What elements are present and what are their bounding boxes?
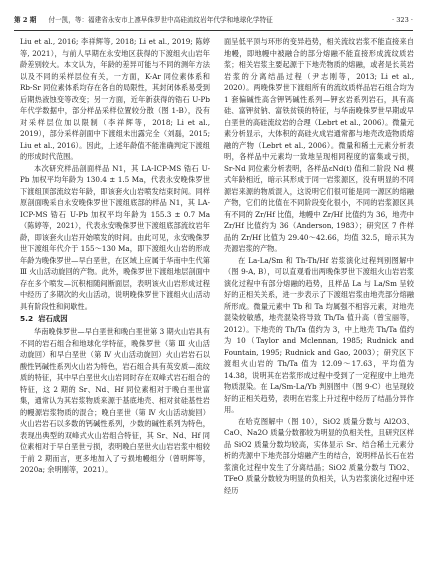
running-header <box>14 13 413 27</box>
section-number: 5.2 <box>20 314 34 323</box>
paragraph: 在哈克图解中（图 10），SiO2 质量分数与 Al2O3、CaO、Na2O 质量分数都较为明显的负相关性，且研究区样品 SiO2 质量分数均较高，实体显示 Sr、结合稀土元素分析的壳源中下地壳部分熔融产生的结合，说明样品长石在岩浆演化过程中发生了分离结晶；SiO2 质量分数与 TiO2、TFeO 质量分数较为明显的负相关，认为岩浆演化过程中还经历 <box>224 416 414 495</box>
paragraph: 在 La-La/Sm 和 Th-Th/Hf 岩浆演化过程判别图解中（图 9-A, B），可以直观看出两晚侏罗世下渡组火山岩岩浆演化过程中有部分熔融的趋势，且样品 La 与 La/Sm 呈较好的正相关关系，进一步表示了下渡组岩浆由地壳部分熔融所形成。微量元素中 Tb 和 Ta 均属强不相容元素，对地壳混染较敏感，地壳混染将导致 Th/Ta 值升高（曾宝丽等，2012）。下地壳的 Th/Ta 值约为 3，中上地壳 Th/Ta 值约为 10（Taylor and Mclennan, 1985; Rudnick and Fountain, 1995; Rudnick and Gao, 2003）；研究区下渡组火山岩的 Th/Ta 值为 12.09～17.63，平均值为 14.38，说明其在岩浆形成过程中受到了一定程度中上地壳物质混染。在 La/Sm-La/Yb 判别图中（图 9-C）也呈现较好的正相关趋势，表明在岩浆上升过程中经历了结晶分异作用。 <box>224 255 414 414</box>
header-rule <box>14 30 413 31</box>
page-number: · 323 · <box>392 16 413 24</box>
left-column <box>20 36 210 476</box>
section-title: 岩石成因 <box>38 314 68 323</box>
paragraph: 本次研究样品剖面样品 N1，其 LA-ICP-MS 锆石 U-Pb 加权平均年龄为 130.4 ± 1.5 Ma，代表永安晚侏罗世下渡组顶部流纹岩年龄，即该套火山岩喷发结束时间。同样原剖面晚采自永安晚侏罗世下渡组底部的样品 N1，其 LA-ICP-MS 锆石 U-Pb 加权平均年龄为 155.3 ± 0.7 Ma（陈婷等，2021），代表永安晚侏罗世下渡组底部流纹岩年龄，即该套火山岩开始喷发的时间。由此可见，永安晚侏罗世下渡组年代介于 155～130 Ma，即下渡组火山岩的形成年龄为晚侏罗世—早白垩世，在区域上应属于华南中生代第 Ⅲ 火山活动旋回的产物。此外，晚侏罗世下渡组地层剖面中存在多个喷发—沉积相随间断面层，表明该火山岩形成过程中经历了多期次的火山活动，说明晚侏罗世下渡组火山活动具有阶段性和间歇性。 <box>20 163 210 311</box>
section-heading <box>20 313 210 325</box>
running-title: 付一凯，等：福建省永安市上凛早侏罗世中高硅流纹岩年代学和地球化学特征 <box>48 16 273 24</box>
right-column <box>224 36 414 496</box>
paragraph: 面呈低平顶与环形的变异趋势，相关流纹岩浆不能直接来自地幔，即地幔中被融合的部分熔融不能直接形成流纹质岩浆；相关岩浆主要起源于下地壳物质的熔融，或者是长英岩岩浆的分离结晶过程（尹志刚等，2013; Li et al., 2020）。两晚侏罗世下渡组所有的流纹质样品岩石组合均为 1 套偏碱性高含钾钙碱性系列—钾玄岩系列岩石，具有高硅、富钾贫钠、富铁贫镁的特征，与华南晚侏罗世早期或早白垩世的高硅流纹岩的合理（Lebrt et al., 2006）。微量元素分析显示，大体积的高硅火成岩通常都与地壳改造物质熔融的产物（Lebrt et al., 2006）。微量和稀土元素分析表明，各样品中元素均一致地呈现相同程度的富集或亏损，Sr-Nd 同位素分析表明，各样品εNd(t) 值和二阶段 Nd 模式年龄相近，暗示其形成于同一岩浆源区，没有明显的不同源岩来源的物质混入，这说明它们很可能是同一源区的熔融产物，它们的比值在不同阶段变化很小，不同的岩浆源区具有不同的 Zr/Hf 比值，地幔中 Zr/Hf 比值约为 36，地壳中 Zr/Hf 比值约为 36（Anderson, 1983）；研究区 7 件样品的 Zr/Hf 比值为 29.40～42.66，均值 32.5，暗示其为壳源岩浆的产物。 <box>224 37 414 253</box>
paragraph: 华南晚侏罗世—早白垩世和晚白垩世第 3 期火山岩具有不同的岩石组合和地球化学特征，晚侏罗世（第 Ⅲ 火山活动旋回）和早白垩世（第 Ⅳ 火山活动旋回）火山岩岩石以酸性钙碱性系列火山岩为特色，岩石组合具有英安质—流纹质的特征，其中早白垩世火山岩同时存在双峰式岩石组合的特征，这 2 期的 Sr、Nd、Hf 同位素相对于晚白垩世富集，通常认为其岩浆物质来源于基底地壳、相对贫硅基性岩的幔源岩浆物质的混合；晚白垩世（第 Ⅳ 火山活动旋回）火山岩岩石以多数的钙碱性系列，少数的碱性系列为特色，表现出典型的双峰式火山岩组合特征，其 Sr、Nd、Hf 同位素相对于早白垩世亏损，表明晚白垩世火山岩岩浆中相较于前 2 期而言，更多地加入了亏损地幔组分（曾明辉等，2020a; 余明刚等，2021）。 <box>20 327 210 474</box>
paragraph: Liu et al., 2016; 李祥辉等, 2018; Li et al., 2019; 陈婷等, 2021），与前人早期在永安地区获得的下渡组火山岩年龄差别较大。本文认为，年龄的差异可能与不同的测年方法以及不同的采样层位有关，一方面，K-Ar 同位素体系和 Rb-Sr 同位素体系均存在各自的局限性，其封闭体系易受到后期热液蚀变等改变；另一方面，近年新获得的锆石 U-Pb 年代学数据中，部分样品采样位置较分散（图 1-B），没有对采样层位加以限制（李祥辉等，2018; Li et al., 2019），部分采样剖面中下渡组未出露完全（刘磊，2015; Liu et al., 2016）。因此，上述年龄值不能准确判定下渡组的形成时代范围。 <box>20 37 210 161</box>
issue-number: 第 2 期 <box>14 16 37 24</box>
